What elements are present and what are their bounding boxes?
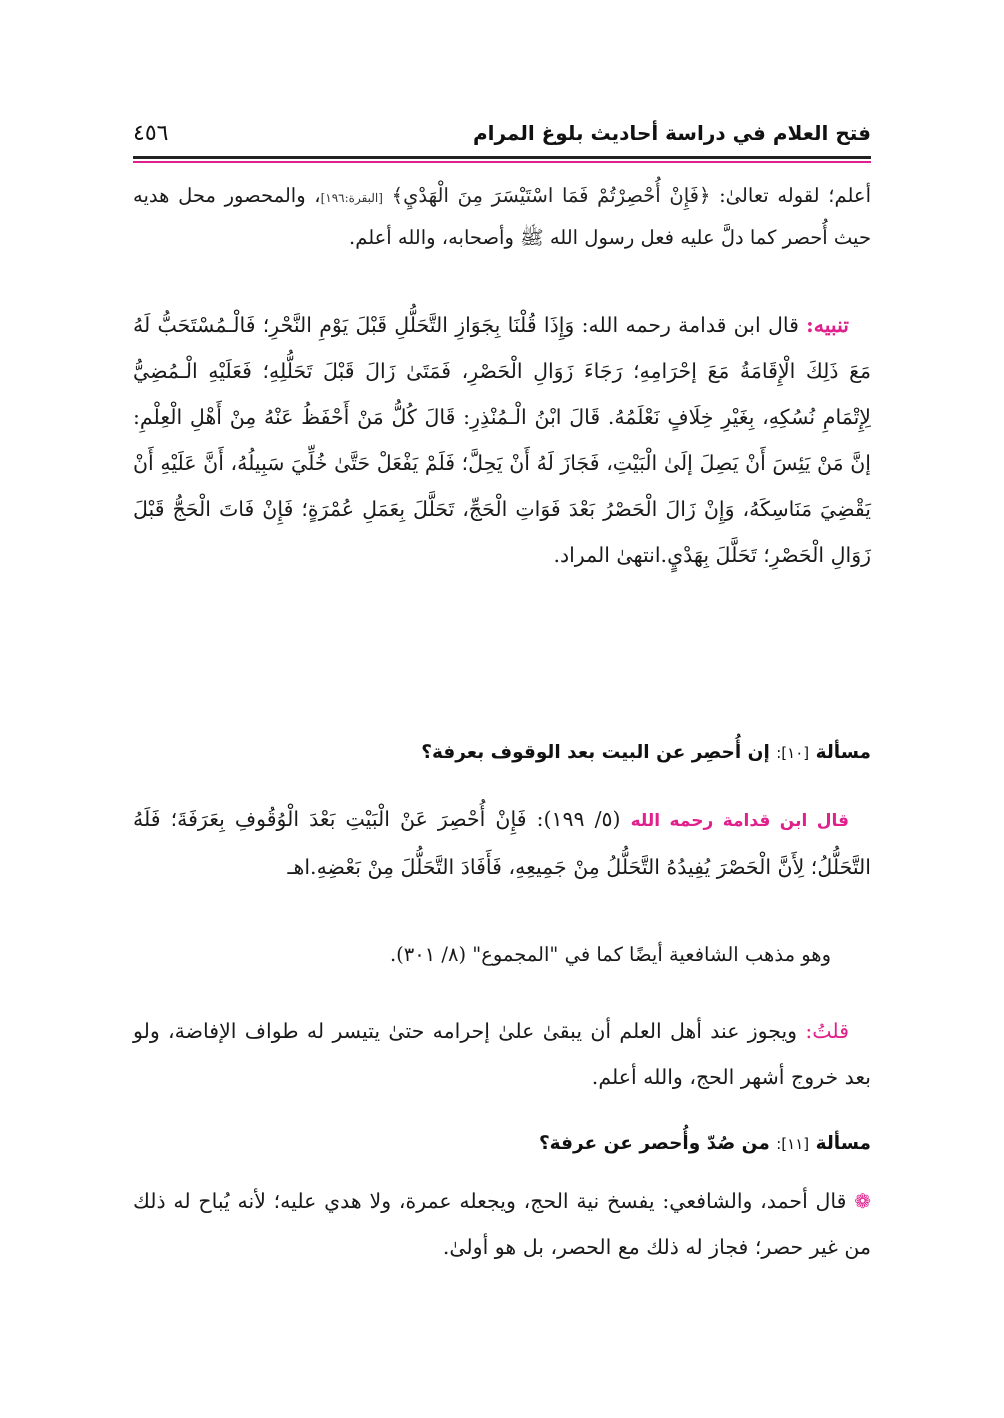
masala-title: إن أُحصِر عن البيت بعد الوقوف بعرفة؟ bbox=[421, 742, 770, 763]
running-header bbox=[133, 112, 871, 154]
tanbih-label: تنبيه: bbox=[806, 313, 849, 337]
book-title: فتح العلام في دراسة أحاديث بلوغ المرام bbox=[472, 121, 871, 145]
masala-label: مسألة bbox=[815, 742, 871, 763]
header-accent-rule bbox=[133, 161, 871, 163]
masala-number: [١١]: bbox=[776, 1135, 810, 1153]
flower-bullet-icon: ❁ bbox=[854, 1189, 871, 1213]
masala-label: مسألة bbox=[815, 1133, 871, 1154]
quran-verse: ﴿فَإِنْ أُحْصِرْتُمْ فَمَا اسْتَيْسَرَ مِنَ الْهَدْيِ﴾ bbox=[391, 184, 711, 207]
tanbih-lead: قال ابن قدامة رحمه الله: bbox=[574, 313, 799, 337]
tanbih-quote: وَإِذَا قُلْنَا بِجَوَازِ التَّحَلُّلِ قَبْلَ يَوْمِ النَّحْرِ؛ فَالْـمُسْتَحَبُّ لَهُ مَعَ ذَلِكَ الْإِقَامَةُ مَعَ إحْرَامِهِ؛ رَجَاءَ زَوَالِ الْحَصْرِ، فَمَتَىٰ زَالَ قَبْلَ تَحَلُّلِهِ؛ فَعَلَيْهِ الْـمُضِيُّ لِإِتْمَامِ نُسُكِهِ، بِغَيْرِ خِلَافٍ نَعْلَمُهُ. قَالَ ابْنُ الْـمُنْذِرِ: قَالَ كُلُّ مَنْ أَحْفَظُ عَنْهُ مِنْ أَهْلِ الْعِلْمِ: إنَّ مَنْ يَئِسَ أَنْ يَصِلَ إلَىٰ الْبَيْتِ، فَجَازَ لَهُ أَنْ يَحِلَّ؛ فَلَمْ يَفْعَلْ حَتَّىٰ خُلِّيَ سَبِيلُهُ، أَنَّ عَلَيْهِ أَنْ يَقْضِيَ مَنَاسِكَهُ، وَإِنْ زَالَ الْحَصْرُ بَعْدَ فَوَاتِ الْحَجِّ، تَحَلَّلَ بِعَمَلِ عُمْرَةٍ؛ فَإِنْ فَاتَ الْحَجُّ قَبْلَ زَوَالِ الْحَصْرِ؛ تَحَلَّلَ بِهَدْيٍ. bbox=[133, 313, 871, 567]
paragraph-ahmad bbox=[133, 1178, 871, 1270]
ibn-qudama-tail: اهـ bbox=[287, 855, 311, 879]
paragraph-quran-citation bbox=[133, 176, 871, 257]
paragraph-text: ، والمحصور محل هديه حيث أُحصر كما دلَّ عليه فعل رسول الله ﷺ وأصحابه، والله أعلم. bbox=[133, 184, 871, 249]
paragraph-tanbih bbox=[133, 302, 871, 578]
masala-number: [١٠]: bbox=[776, 744, 810, 762]
paragraph-text: أعلم؛ لقوله تعالىٰ: bbox=[710, 184, 871, 207]
ibn-qudama-quote: فَإِنْ أُحْصِرَ عَنْ الْبَيْتِ بَعْدَ الْوُقُوفِ بِعَرَفَةَ؛ فَلَهُ التَّحَلُّلُ؛ لِأَنَّ الْحَصْرَ يُفِيدُهُ التَّحَلُّلُ مِنْ جَمِيعِهِ، فَأَفَادَ التَّحَلُّلَ مِنْ بَعْضِهِ. bbox=[133, 807, 871, 879]
paragraph-shafii bbox=[133, 935, 871, 974]
header-rule bbox=[133, 156, 871, 159]
verse-reference: [البقرة:١٩٦] bbox=[320, 191, 383, 205]
section-heading-10 bbox=[133, 742, 871, 763]
ibn-qudama-ref: (٥/ ١٩٩): bbox=[526, 807, 631, 831]
ahmad-text: قال أحمد، والشافعي: يفسخ نية الحج، ويجعله عمرة، ولا هدي عليه؛ لأنه يُباح له ذلك من غير حصر؛ فجاز له ذلك مع الحصر، بل هو أولىٰ. bbox=[133, 1189, 871, 1259]
page-number: ٤٥٦ bbox=[133, 120, 169, 146]
tanbih-tail: انتهىٰ المراد. bbox=[553, 543, 661, 567]
paragraph-qultu bbox=[133, 1008, 871, 1100]
ibn-qudama-lead: قال ابن قدامة رحمه الله bbox=[630, 811, 850, 831]
shafii-text: وهو مذهب الشافعية أيضًا كما في "المجموع" (٨/ ٣٠١). bbox=[389, 943, 831, 966]
qultu-label: قلتُ: bbox=[805, 1019, 849, 1043]
section-heading-11 bbox=[133, 1133, 871, 1154]
masala-title: من صُدّ وأُحصر عن عرفة؟ bbox=[538, 1133, 770, 1154]
qultu-text: ويجوز عند أهل العلم أن يبقىٰ علىٰ إحرامه حتىٰ يتيسر له طواف الإفاضة، ولو بعد خروج أشهر الحج، والله أعلم. bbox=[133, 1019, 871, 1089]
paragraph-ibn-qudama bbox=[133, 796, 871, 890]
